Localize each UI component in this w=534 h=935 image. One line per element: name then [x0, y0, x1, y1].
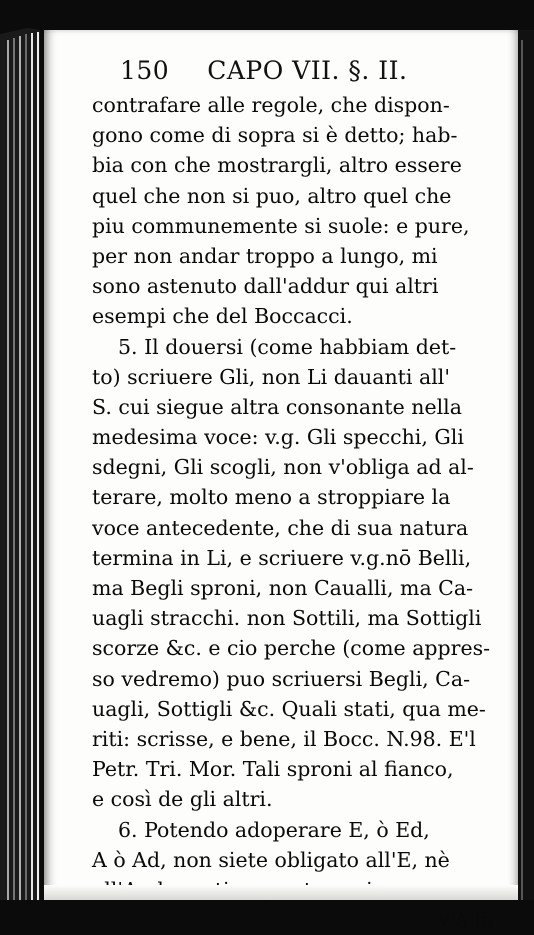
text-line: to) scriuere Gli, non Li dauanti all' [92, 364, 450, 389]
text-line: voce antecedente, che di sua natura [92, 515, 469, 540]
text-line: 6. Potendo adoperare E, ò Ed, [118, 817, 430, 842]
text-line: Petr. Tri. Mor. Tali sproni al fianco, [92, 757, 454, 782]
page-number: 150 [120, 56, 170, 85]
text-line: medesima voce: v.g. Gli specchi, Gli [92, 425, 464, 450]
text-line: S. cui siegue altra consonante nella [92, 394, 462, 419]
text-line: 5. Il douersi (come habbiam det- [118, 334, 457, 359]
text-line: bia con che mostrargli, altro essere [92, 153, 462, 178]
text-line: sono astenuto dall'addur qui altri [92, 274, 439, 299]
text-line: quel che non si puo, altro quel che [92, 183, 452, 208]
text-line: terare, molto meno a stroppiare la [92, 485, 451, 510]
text-line: per non andar troppo a lungo, mi [92, 243, 438, 268]
text-line: contrafare alle regole, che dispon- [92, 93, 450, 117]
text-line: uagli, Sottigli &c. Quali stati, qua me- [92, 696, 486, 721]
text-line: riti: scrisse, e bene, il Bocc. N.98. E'l [92, 726, 476, 751]
text-line: esempi che del Boccacci. [92, 304, 353, 329]
text-line: piu communemente si suole: e pure, [92, 213, 470, 238]
text-line: gono come di sopra si è detto; hab- [92, 123, 458, 148]
text-line: termina in Li, e scriuere v.g.nō Belli, [92, 545, 472, 570]
text-line: sdegni, Gli scogli, non v'obliga ad al- [92, 455, 474, 480]
text-line: uagli stracchi. non Sottili, ma Sottigli [92, 606, 482, 631]
text-line: scorze &c. e cio perche (come appres- [92, 636, 491, 661]
text-line: ma Begli sproni, non Caualli, ma Ca- [92, 576, 474, 600]
running-header [120, 56, 440, 86]
text-line: e così de gli altri. [92, 787, 273, 812]
body-text [92, 90, 494, 935]
page-bottom-edge [44, 885, 518, 900]
text-line: v'è in [438, 908, 494, 933]
text-line: A ò Ad, non siete obligato all'E, nè [92, 847, 450, 872]
running-title: CAPO VII. §. II. [207, 56, 408, 85]
text-line: so vedremo) puo scriuersi Begli, Ca- [92, 666, 471, 691]
